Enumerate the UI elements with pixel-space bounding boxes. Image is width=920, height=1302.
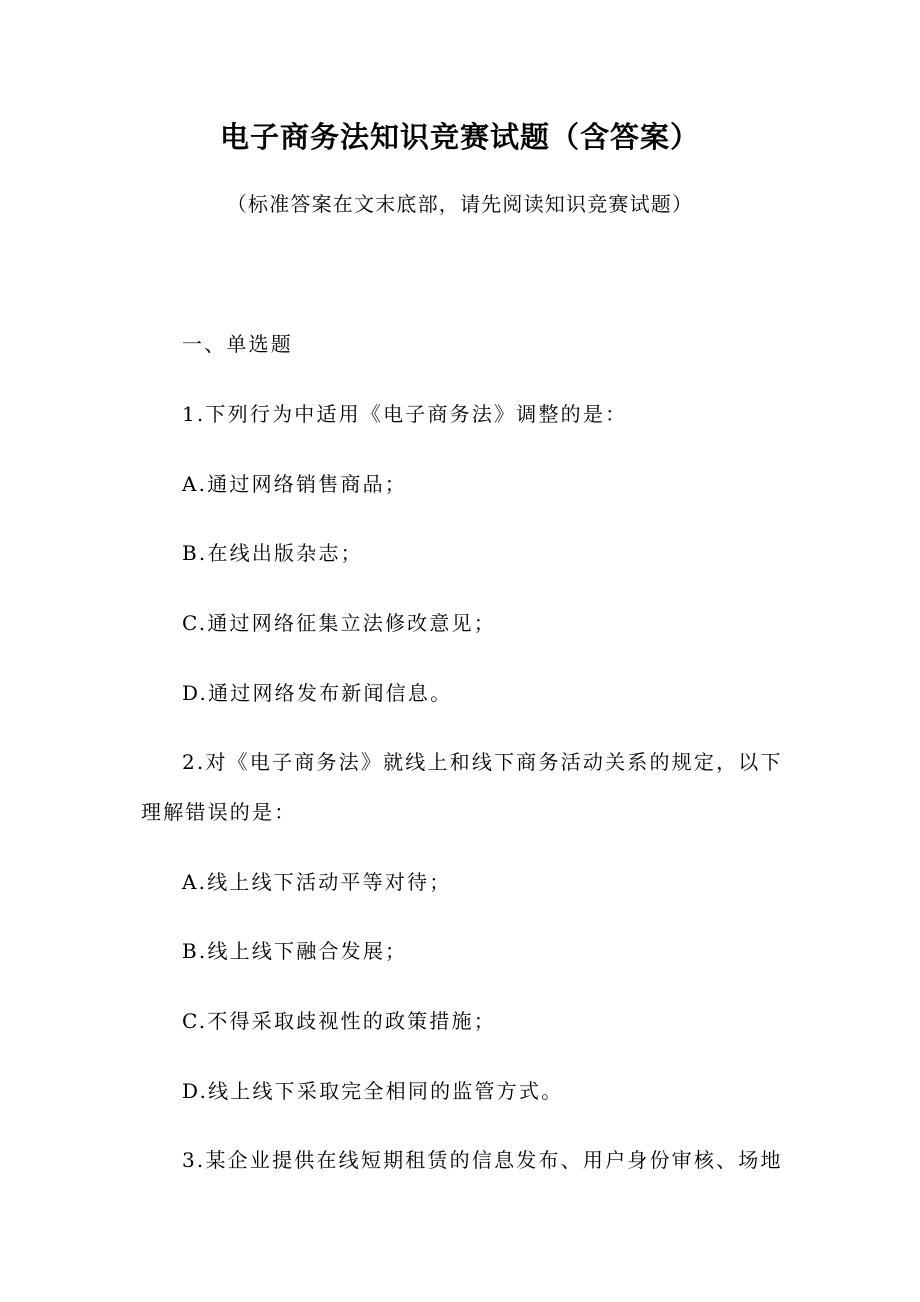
question-1-option-b: B.在线出版杂志；	[182, 541, 363, 565]
question-2-stem-continued: 理解错误的是：	[141, 800, 297, 824]
question-3-stem: 3.某企业提供在线短期租赁的信息发布、用户身份审核、场地	[182, 1148, 783, 1172]
question-1-option-c: C.通过网络征集立法修改意见；	[182, 611, 496, 635]
section-heading: 一、单选题	[182, 332, 293, 356]
question-2-option-b: B.线上线下融合发展；	[182, 939, 408, 963]
question-2-stem: 2.对《电子商务法》就线上和线下商务活动关系的规定，以下	[182, 750, 783, 774]
question-1-option-d: D.通过网络发布新闻信息。	[182, 681, 453, 705]
question-1-stem: 1.下列行为中适用《电子商务法》调整的是：	[182, 402, 628, 426]
document-title: 电子商务法知识竞赛试题（含答案）	[219, 120, 700, 154]
question-2-option-d: D.线上线下采取完全相同的监管方式。	[182, 1079, 564, 1103]
question-2-option-c: C.不得采取歧视性的政策措施；	[182, 1009, 496, 1033]
document-subtitle: （标准答案在文末底部，请先阅读知识竞赛试题）	[226, 192, 694, 216]
question-2-option-a: A.线上线下活动平等对待；	[182, 870, 452, 894]
question-1-option-a: A.通过网络销售商品；	[182, 472, 408, 496]
